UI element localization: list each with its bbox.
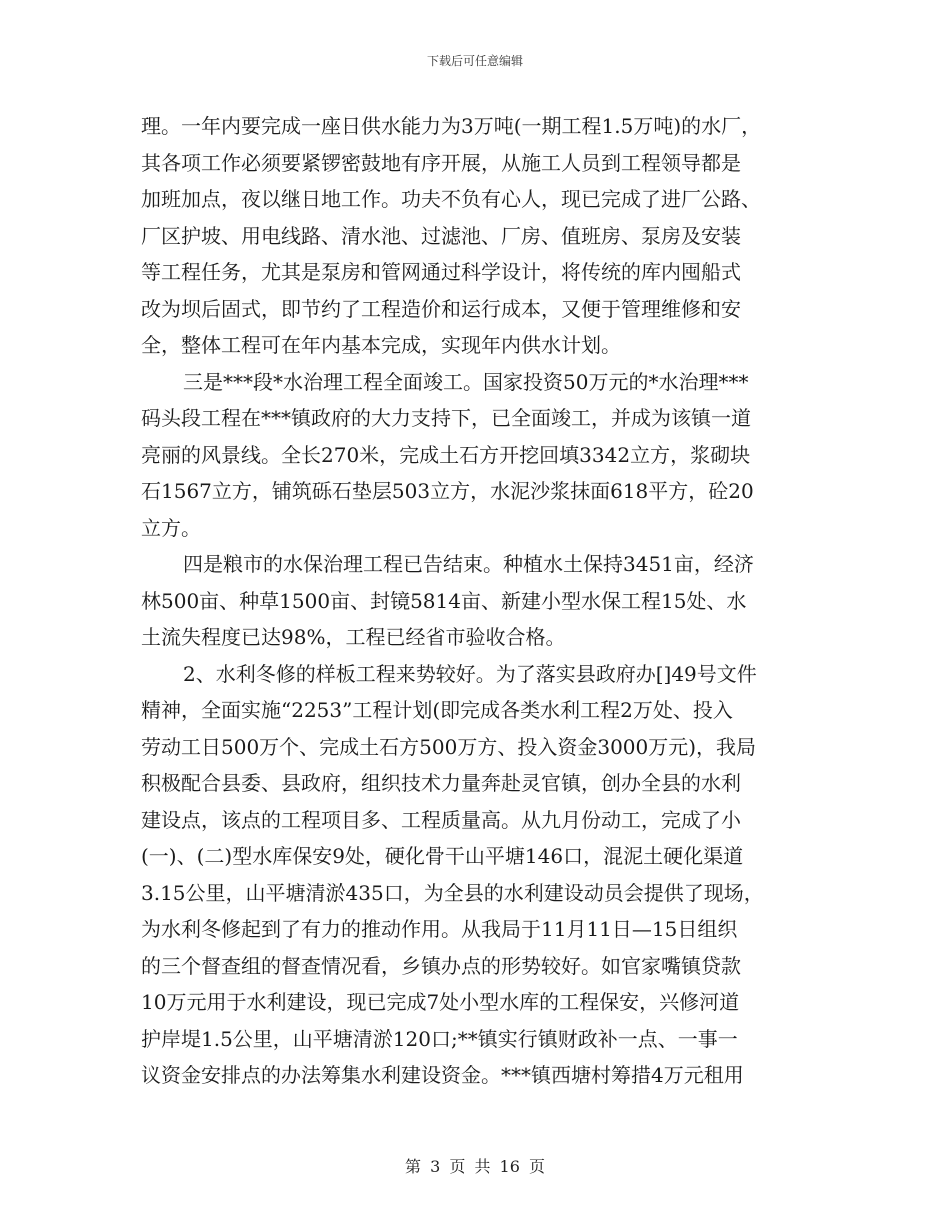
text-line: 劳动工日500万个、完成土石方500万方、投入资金3000万元)，我局: [141, 734, 757, 759]
text-line: 土流失程度已达98%，工程已经省市验收合格。: [141, 625, 566, 649]
text-line: 石1567立方，铺筑砾石垫层503立方，水泥沙浆抹面618平方，砼20: [141, 479, 754, 503]
text-line: 改为坝后固式，即节约了工程造价和运行成本，又便于管理维修和安: [141, 296, 741, 321]
text-line: 四是粮市的水保治理工程已告结束。种植水土保持3451亩，经济: [183, 552, 754, 576]
text-line: 立方。: [141, 515, 201, 540]
text-line: 议资金安排点的办法筹集水利建设资金。***镇西塘村筹措4万元租用: [141, 1063, 744, 1087]
text-line: 为水利冬修起到了有力的推动作用。从我局于11月11日—15日组织: [141, 917, 738, 941]
page-header: 下载后可任意编辑: [426, 54, 523, 68]
text-line: 理。一年内要完成一座日供水能力为3万吨(一期工程1.5万吨)的水厂，: [141, 114, 762, 138]
text-line: 的三个督查组的督查情况看，乡镇办点的形势较好。如官家嘴镇贷款: [141, 953, 741, 978]
page-number-footer: 第 3 页 共 16 页: [405, 1157, 545, 1176]
text-line: 其各项工作必须要紧锣密鼓地有序开展，从施工人员到工程领导都是: [141, 150, 741, 175]
text-line: 厂区护坡、用电线路、清水池、过滤池、厂房、值班房、泵房及安装: [141, 223, 741, 248]
text-line: 3.15公里，山平塘清淤435口，为全县的水利建设动员会提供了现场，: [141, 880, 764, 905]
text-line: 码头段工程在***镇政府的大力支持下，已全面竣工，并成为该镇一道: [141, 406, 751, 430]
text-line: 等工程任务，尤其是泵房和管网通过科学设计，将传统的库内囤船式: [141, 260, 741, 284]
text-line: 三是***段*水治理工程全面竣工。国家投资50万元的*水治理***: [183, 369, 749, 394]
text-line: 全，整体工程可在年内基本完成，实现年内供水计划。: [141, 333, 621, 357]
document-body: [141, 108, 809, 1094]
text-line: 精神，全面实施“2253”工程计划(即完成各类水利工程2万处、投入: [141, 698, 733, 722]
text-line: 10万元用于水利建设，现已完成7处小型水库的工程保安，兴修河道: [141, 990, 740, 1014]
text-line: (一)、(二)型水库保安9处，硬化骨干山平塘146口，混泥土硬化渠道: [141, 844, 744, 868]
text-line: 建设点，该点的工程项目多、工程质量高。从九月份动工，完成了小: [141, 807, 741, 832]
text-line: 亮丽的风景线。全长270米，完成土石方开挖回填3342立方，浆砌块: [141, 442, 751, 467]
text-line: 加班加点，夜以继日地工作。功夫不负有心人，现已完成了进厂公路、: [141, 187, 761, 211]
text-line: 林500亩、种草1500亩、封镜5814亩、新建小型水保工程15处、水: [141, 588, 747, 613]
text-line: 2、水利冬修的样板工程来势较好。为了落实县政府办[]49号文件: [183, 661, 757, 686]
text-line: 护岸堤1.5公里，山平塘清淤120口;**镇实行镇财政补一点、一事一: [141, 1026, 738, 1051]
text-line: 积极配合县委、县政府，组织技术力量奔赴灵官镇，创办全县的水利: [141, 771, 741, 795]
